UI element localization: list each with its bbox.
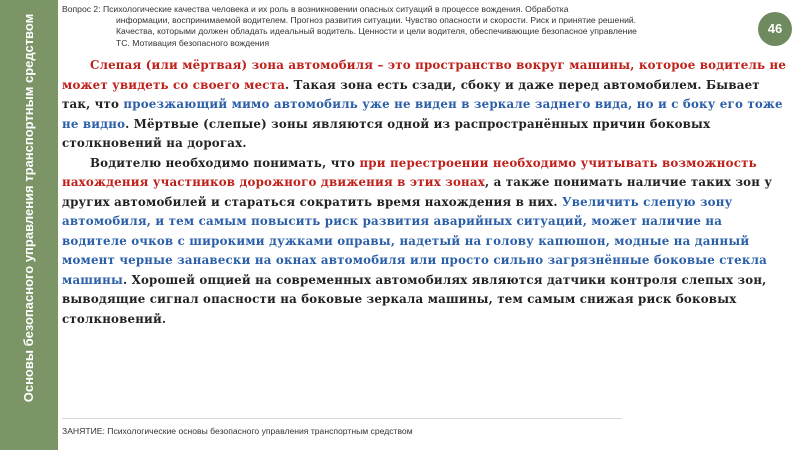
paragraph-driver-advice bbox=[62, 154, 788, 330]
header-line-2: информации, воспринимаемой водителем. Прогноз развития ситуации. Чувство опасности и скорости. Риск и принятие решений. bbox=[116, 15, 637, 26]
header-line-1: Вопрос 2: Психологические качества человека и их роль в возникновении опасных ситуаций в процессе вождения. Обработка bbox=[62, 4, 569, 14]
blind-zone-definition: Слепая (или мёртвая) зона автомобиля – это пространство вокруг машины, которое водитель не может увидеть со своего места bbox=[62, 58, 787, 92]
sidebar-title: Основы безопасного управления транспортным средством bbox=[21, 13, 36, 403]
blind-zone-factors: Увеличить слепую зону автомобиля, и тем самым повысить риск развития аварийных ситуаций, может наличие на водителе очков с широкими дужками оправы, надетый на голову капюшон, модные на данный момент черные занавески на окнах автомобиля или просто сильно загрязнённые боковые стекла машины bbox=[62, 194, 767, 287]
paragraph2-text-b: , а также понимать наличие таких зон у других автомобилей и стараться сократить время нахождения в них. bbox=[62, 175, 773, 209]
lesson-footer: ЗАНЯТИЕ: Психологические основы безопасного управления транспортным средством bbox=[62, 426, 413, 436]
lane-change-warning: при перестроении необходимо учитывать возможность нахождения участников дорожного движения в этих зонах bbox=[62, 155, 757, 189]
paragraph1-text-a: . Такая зона есть сзади, сбоку и даже перед автомобилем. Бывает так, что bbox=[62, 77, 760, 111]
mirror-highlight: проезжающий мимо автомобиль уже не виден в зеркале заднего вида, но и с боку его тоже не видно bbox=[62, 97, 783, 131]
slide-body bbox=[62, 56, 788, 329]
slide-number-badge: 46 bbox=[758, 12, 792, 46]
question-header bbox=[62, 4, 752, 49]
paragraph1-text-b: . Мёртвые (слепые) зоны являются одной из распространённых причин боковых столкновений на дорогах. bbox=[62, 116, 711, 150]
footer-divider bbox=[62, 418, 622, 419]
header-line-3: Качества, которыми должен обладать идеальный водитель. Ценности и цели водителя, обеспечивающие безопасное управление bbox=[116, 26, 637, 37]
paragraph2-text-c: . Хорошей опцией на современных автомобилях являются датчики контроля слепых зон, выводящие сигнал опасности на боковые зеркала машины, тем самым снижая риск боковых столкновений. bbox=[62, 272, 767, 326]
header-line-4: ТС. Мотивация безопасного вождения bbox=[116, 37, 270, 48]
paragraph2-text-a: Водителю необходимо понимать, что bbox=[90, 155, 360, 170]
paragraph-blind-zone bbox=[62, 56, 788, 154]
sidebar bbox=[0, 0, 58, 450]
